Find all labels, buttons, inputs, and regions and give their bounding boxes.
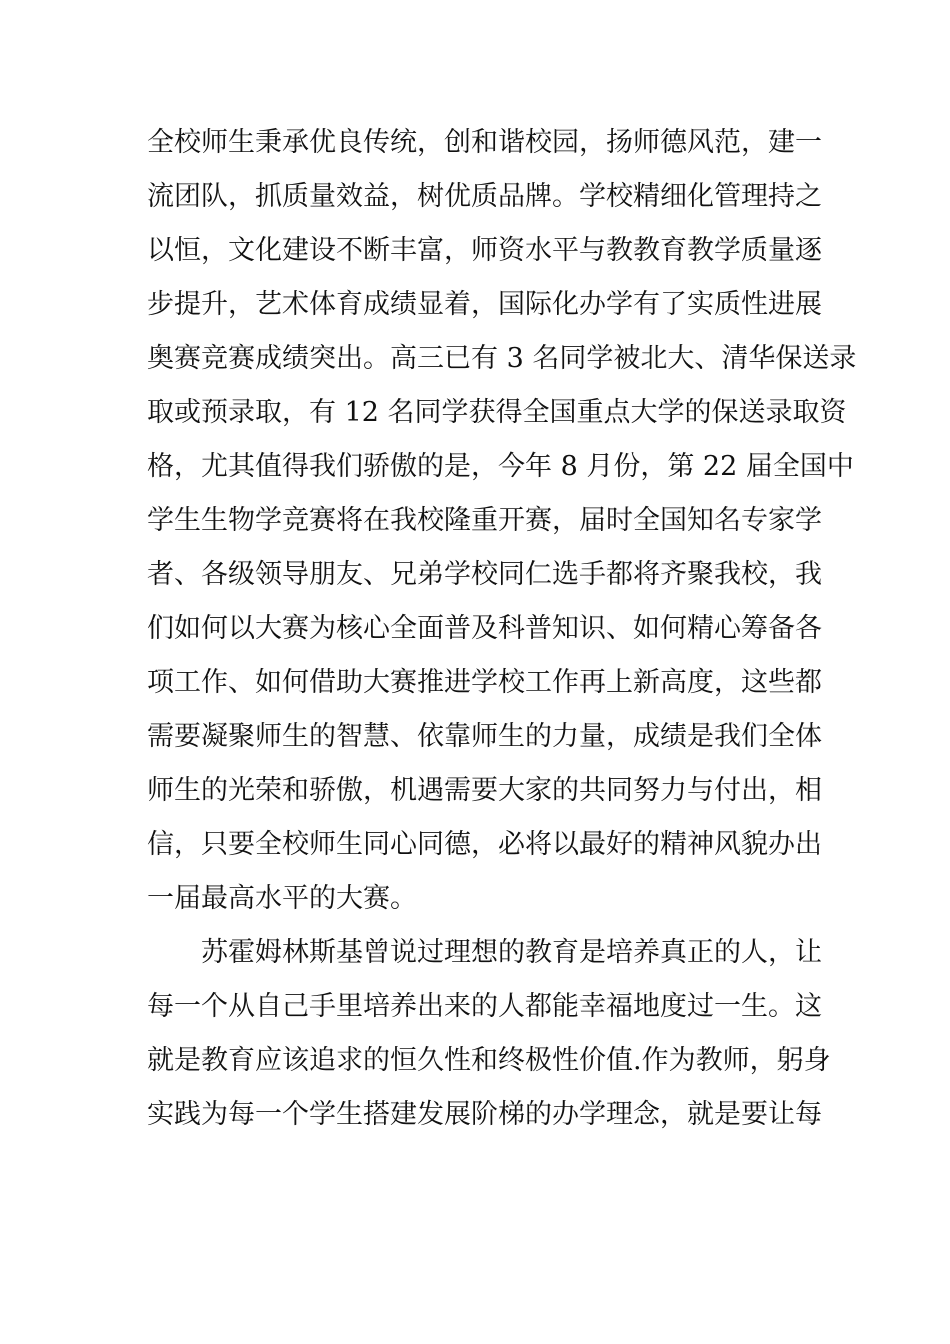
text-line: 以恒，文化建设不断丰富，师资水平与教教育教学质量逐 bbox=[147, 235, 822, 266]
text-line: 苏霍姆林斯基曾说过理想的教育是培养真正的人，让 bbox=[201, 937, 822, 968]
text-line: 格，尤其值得我们骄傲的是，今年 8 月份，第 22 届全国中 bbox=[147, 451, 854, 482]
text-line: 实践为每一个学生搭建发展阶梯的办学理念，就是要让每 bbox=[147, 1099, 822, 1130]
text-line: 者、各级领导朋友、兄弟学校同仁选手都将齐聚我校，我 bbox=[147, 559, 822, 590]
paragraph-1 bbox=[147, 116, 857, 926]
text-line: 一届最高水平的大赛。 bbox=[147, 883, 417, 914]
text-line: 每一个从自己手里培养出来的人都能幸福地度过一生。这 bbox=[147, 991, 822, 1022]
text-line: 师生的光荣和骄傲，机遇需要大家的共同努力与付出，相 bbox=[147, 775, 822, 806]
text-line: 步提升，艺术体育成绩显着，国际化办学有了实质性进展 bbox=[147, 289, 822, 320]
text-line: 奥赛竞赛成绩突出。高三已有 3 名同学被北大、清华保送录 bbox=[147, 343, 857, 374]
text-line: 学生生物学竞赛将在我校隆重开赛，届时全国知名专家学 bbox=[147, 505, 822, 536]
text-line: 就是教育应该追求的恒久性和终极性价值.作为教师，躬身 bbox=[147, 1045, 831, 1076]
text-line: 流团队，抓质量效益，树优质品牌。学校精细化管理持之 bbox=[147, 181, 822, 212]
text-line: 们如何以大赛为核心全面普及科普知识、如何精心筹备各 bbox=[147, 613, 822, 644]
paragraph-2 bbox=[147, 926, 831, 1142]
text-line: 信，只要全校师生同心同德，必将以最好的精神风貌办出 bbox=[147, 829, 822, 860]
text-line: 全校师生秉承优良传统，创和谐校园，扬师德风范，建一 bbox=[147, 127, 822, 158]
text-line: 取或预录取，有 12 名同学获得全国重点大学的保送录取资 bbox=[147, 397, 847, 428]
body-text bbox=[147, 116, 857, 1142]
text-line: 需要凝聚师生的智慧、依靠师生的力量，成绩是我们全体 bbox=[147, 721, 822, 752]
text-line: 项工作、如何借助大赛推进学校工作再上新高度，这些都 bbox=[147, 667, 822, 698]
